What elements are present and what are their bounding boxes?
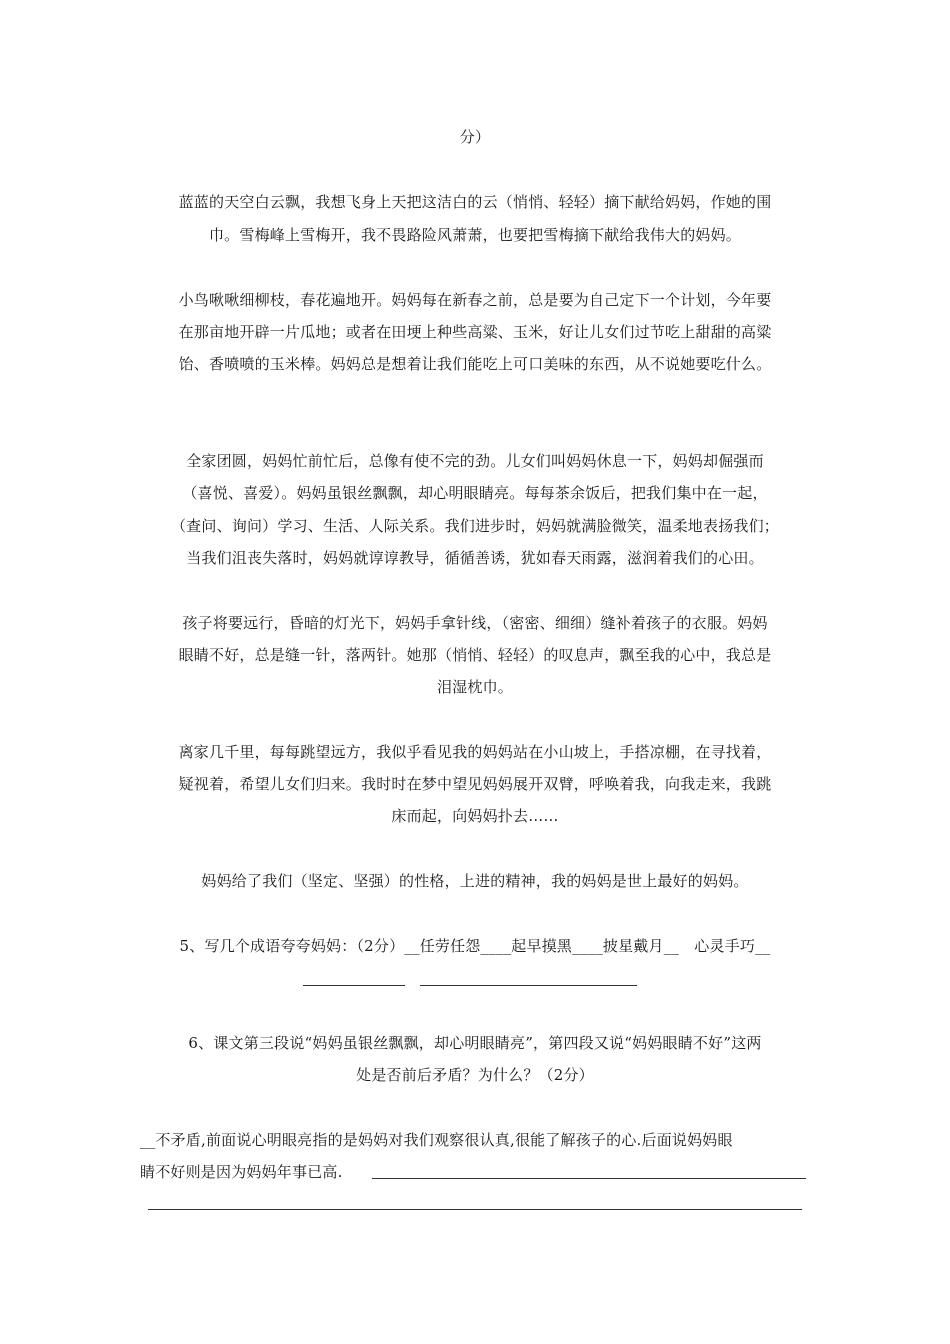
paragraph-5-line-2: 疑视着，希望儿女们归来。我时时在梦中望见妈妈展开双臂，呼唤着我，向我走来，我跳 <box>178 775 772 793</box>
paragraph-4-line-2: 眼睛不好，总是缝一针，落两针。她那（悄悄、轻轻）的叹息声，飘至我的心中，我总是 <box>178 646 772 664</box>
question-6-answer-line-2: 睛不好则是因为妈妈年事已高. <box>140 1163 343 1181</box>
paragraph-3-line-3: （查问、询问）学习、生活、人际关系。我们进步时，妈妈就满脸微笑，温柔地表扬我们； <box>170 517 779 535</box>
paragraph-3-line-2: （喜悦、喜爱）。妈妈虽银丝飘飘，却心明眼睛亮。每每茶余饭后，把我们集中在一起， <box>182 484 768 502</box>
paragraph-4-line-3: 泪湿枕巾。 <box>436 678 513 696</box>
paragraph-3-line-1: 全家团圆，妈妈忙前忙后，总像有使不完的劲。儿女们叫妈妈休息一下，妈妈却倔强而 <box>186 452 764 470</box>
paragraph-2-line-1: 小鸟啾啾细柳枝，春花遍地开。妈妈每在新春之前，总是要为自己定下一个计划，今年要 <box>178 291 772 309</box>
paragraph-4-line-1: 孩子将要远行，昏暗的灯光下，妈妈手拿针线，（密密、细细）缝补着孩子的衣服。妈妈 <box>182 614 768 632</box>
paragraph-3-line-4: 当我们沮丧失落时，妈妈就谆谆教导，循循善诱，犹如春天雨露，滋润着我们的心田。 <box>186 549 764 567</box>
question-5-answer-blank-1 <box>303 985 405 986</box>
question-5: 5、写几个成语夸夸妈妈：（2分）__任劳任怨____起早摸黑____披星戴月__ 心灵手巧__ <box>179 937 771 955</box>
question-6-answer-blank-2 <box>148 1209 802 1210</box>
question-6-line-1: 6、课文第三段说“妈妈虽银丝飘飘，却心明眼睛亮”，第四段又说“妈妈眼睛不好”这两 <box>188 1034 762 1052</box>
paragraph-2-line-2: 在那亩地开辟一片瓜地；或者在田埂上种些高粱、玉米，好让儿女们过节吃上甜甜的高粱 <box>178 323 772 341</box>
paragraph-1-line-1: 蓝蓝的天空白云飘，我想飞身上天把这洁白的云（悄悄、轻轻）摘下献给妈妈，作她的围 <box>178 193 772 211</box>
paragraph-5-line-3: 床而起，向妈妈扑去…… <box>391 807 559 825</box>
paragraph-2-line-3: 饴、香喷喷的玉米棒。妈妈总是想着让我们能吃上可口美味的东西，从不说她要吃什么。 <box>178 355 772 373</box>
paragraph-1-line-2: 巾。雪梅峰上雪梅开，我不畏路险风萧萧，也要把雪梅摘下献给我伟大的妈妈。 <box>208 226 741 244</box>
score-fragment: 分） <box>459 128 491 146</box>
question-6-answer-line-1: __不矛盾,前面说心明眼亮指的是妈妈对我们观察很认真,很能了解孩子的心.后面说妈妈眼 <box>140 1131 733 1149</box>
paragraph-5-line-1: 离家几千里，每每跳望远方，我似乎看见我的妈妈站在小山坡上，手搭凉棚，在寻找着， <box>178 743 772 761</box>
question-5-answer-blank-2 <box>420 985 637 986</box>
question-6-line-2: 处是否前后矛盾？为什么？（2分） <box>356 1066 594 1084</box>
question-6-answer-blank-1 <box>372 1178 806 1179</box>
paragraph-6-line-1: 妈妈给了我们（坚定、坚强）的性格，上进的精神，我的妈妈是世上最好的妈妈。 <box>201 872 749 890</box>
